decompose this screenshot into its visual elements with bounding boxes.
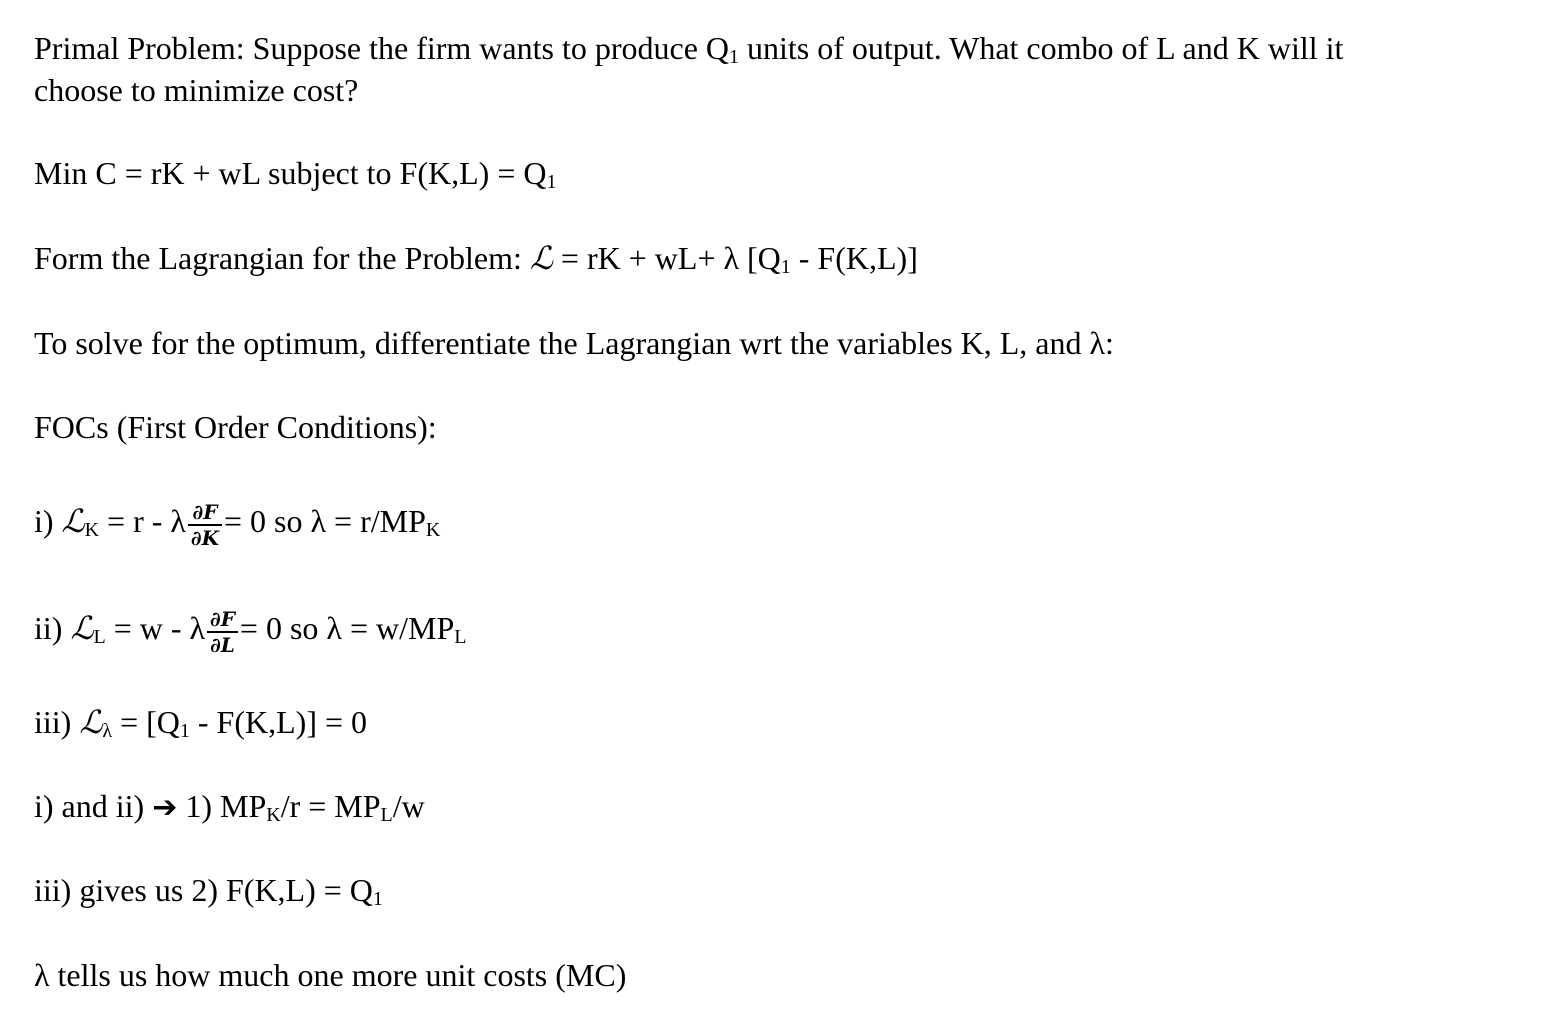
foc-i-fraction	[188, 500, 222, 550]
foc-ii-text-b: = 0 so λ = w/MP	[239, 610, 455, 646]
solve-text: To solve for the optimum, differentiate the Lagrangian wrt the variables K, L, and λ:	[34, 325, 1114, 361]
foc-i-lagrangian-symbol: ℒ	[61, 503, 85, 539]
focs-heading-text: FOCs (First Order Conditions):	[34, 409, 437, 445]
lambda-note	[34, 955, 626, 995]
foc-ii-fraction	[207, 607, 238, 657]
foc-iii	[34, 702, 367, 751]
right-arrow-icon: ➔	[152, 790, 178, 825]
solve-line	[34, 323, 1114, 363]
foc-i-text-b: = 0 so λ = r/MP	[224, 503, 426, 539]
foc-ii-subscript: L	[93, 626, 106, 648]
intro-line-2	[34, 70, 358, 110]
result-2-subscript: 1	[372, 888, 383, 910]
lagrangian-subscript: 1	[780, 256, 791, 278]
intro-q-subscript: 1	[729, 46, 740, 68]
lambda-note-text: λ tells us how much one more unit costs (MC)	[34, 957, 627, 993]
lagrangian-line	[34, 238, 918, 287]
foc-i-label: i)	[34, 503, 62, 539]
result-1-text-c: /r = MP	[280, 788, 381, 824]
intro-text-b: units of output. What combo of L and K will it	[739, 30, 1344, 66]
foc-ii-lagrangian-symbol: ℒ	[70, 610, 94, 646]
min-problem	[34, 153, 556, 202]
result-2	[34, 870, 383, 919]
foc-i-numerator: ∂F	[188, 500, 222, 526]
foc-ii-subscript-2: L	[454, 626, 467, 648]
lagrangian-text-c: - F(K,L)]	[790, 240, 918, 276]
min-subscript: 1	[546, 171, 557, 193]
result-2-text: iii) gives us 2) F(K,L) = Q	[34, 872, 373, 908]
foc-ii-text-a: = w - λ	[105, 610, 206, 646]
foc-i-subscript: K	[84, 519, 100, 541]
foc-i-subscript-2: K	[425, 519, 441, 541]
foc-i	[34, 485, 440, 566]
foc-iii-text-a: = [Q	[112, 704, 180, 740]
lagrangian-symbol: ℒ	[529, 240, 553, 276]
result-1-subscript-k: K	[266, 804, 281, 826]
foc-ii	[34, 592, 466, 673]
lagrangian-text-b: = rK + wL+ λ [Q	[552, 240, 781, 276]
foc-iii-subscript: λ	[102, 720, 113, 742]
foc-i-text-a: = r - λ	[99, 503, 186, 539]
result-1-text-a: i) and ii)	[34, 788, 153, 824]
result-1-text-d: /w	[392, 788, 425, 824]
foc-ii-denominator: ∂L	[210, 632, 235, 657]
focs-heading	[34, 407, 437, 447]
foc-iii-subscript-2: 1	[179, 720, 190, 742]
intro-text-2: choose to minimize cost?	[34, 72, 359, 108]
foc-ii-label: ii)	[34, 610, 71, 646]
foc-ii-numerator: ∂F	[207, 607, 238, 633]
foc-iii-label: iii)	[34, 704, 80, 740]
lagrangian-text-a: Form the Lagrangian for the Problem:	[34, 240, 530, 276]
foc-i-denominator: ∂K	[190, 525, 219, 550]
min-text: Min C = rK + wL subject to F(K,L) = Q	[34, 155, 547, 191]
result-1-text-b: 1) MP	[177, 788, 267, 824]
result-1	[34, 786, 425, 835]
foc-iii-text-b: - F(K,L)] = 0	[189, 704, 368, 740]
result-1-subscript-l: L	[380, 804, 393, 826]
intro-text-a: Primal Problem: Suppose the firm wants to produce Q	[34, 30, 730, 66]
foc-iii-lagrangian-symbol: ℒ	[79, 704, 103, 740]
